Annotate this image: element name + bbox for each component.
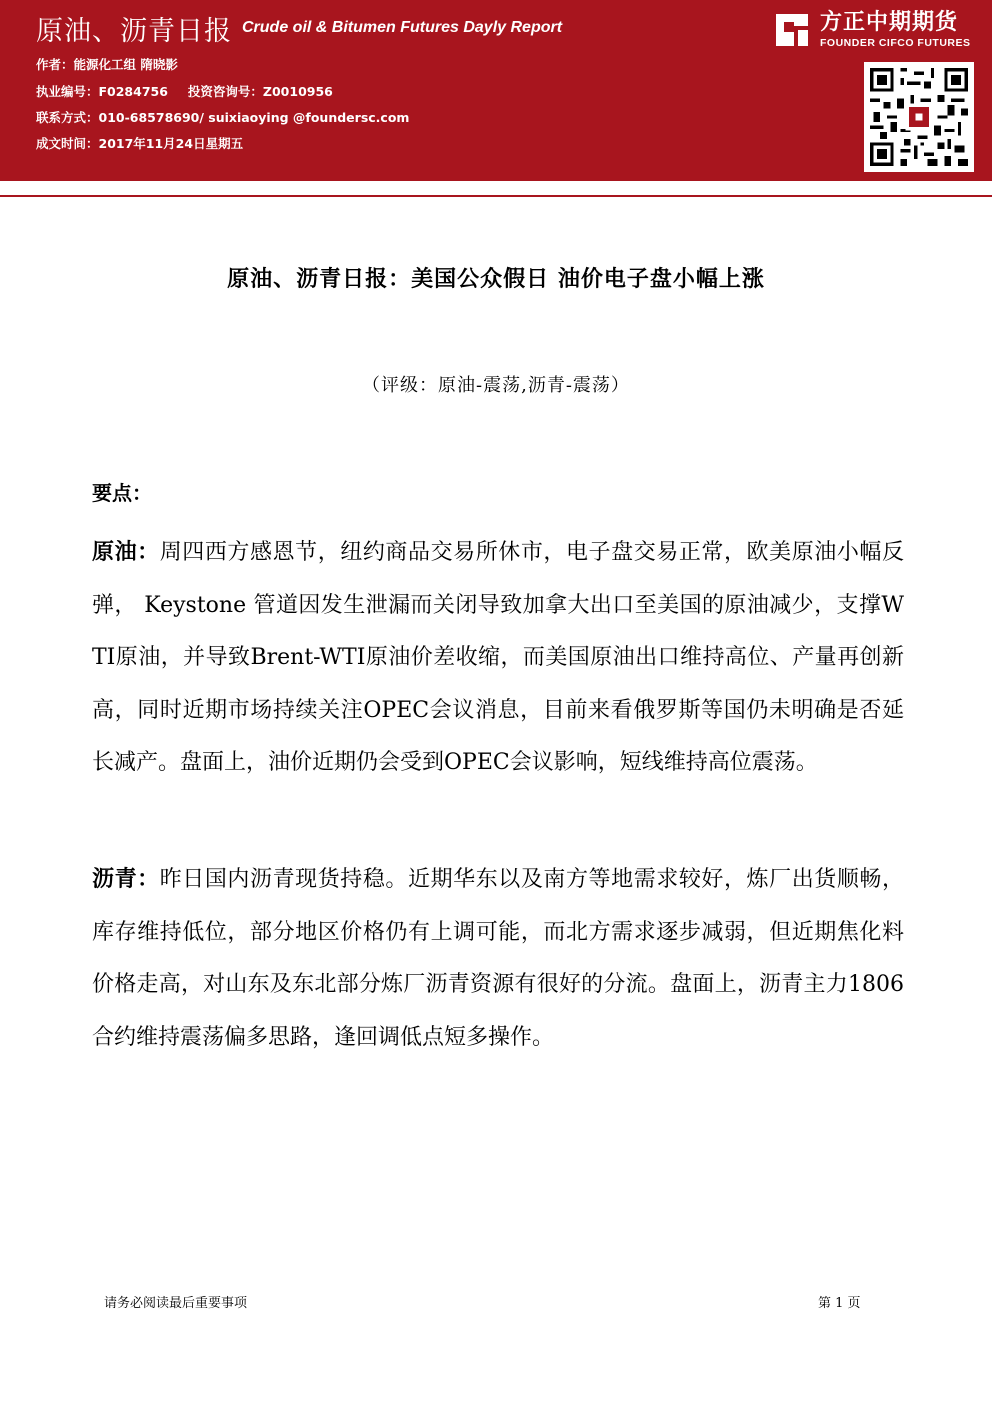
rating-line: （评级：原油-震荡,沥青-震荡） — [362, 375, 630, 396]
founder-logo-icon — [772, 10, 812, 50]
section-lead: 原油： — [92, 540, 160, 565]
date-line: 成文时间：2017年11月24日星期五 — [36, 136, 244, 151]
document-title: 原油、沥青日报：美国公众假日 油价电子盘小幅上涨 — [227, 267, 765, 292]
logo-name-cn: 方正中期期货 — [820, 10, 959, 35]
header-rule — [0, 181, 992, 197]
qr-code-icon — [870, 68, 968, 166]
author-line: 作者：能源化工组 隋晓影 — [36, 57, 178, 72]
report-title-bar — [36, 8, 562, 48]
section-lead: 沥青： — [92, 867, 160, 892]
bitumen-section — [92, 854, 904, 1064]
contact-line: 联系方式：010-68578690/ suixiaoying @foundersc.com — [36, 110, 410, 125]
company-logo — [772, 6, 984, 54]
qr-code[interactable] — [864, 62, 974, 172]
header-banner — [0, 0, 992, 181]
section-body: 周四西方感恩节，纽约商品交易所休市，电子盘交易正常，欧美原油小幅反弹， Keystone 管道因发生泄漏而关闭导致加拿大出口至美国的原油减少，支撑WTI原油，并导致Brent-WTI原油价差收缩，而美国原油出口维持高位、产量再创新高，同时近期市场持续关注OPEC会议消息，目前来看俄罗斯等国仍未明确是否延长减产。盘面上，油价近期仍会受到OPEC会议影响，短线维持高位震荡。 — [92, 540, 904, 775]
disclaimer-notice[interactable]: 请务必阅读最后重要事项 — [104, 1296, 248, 1311]
section-body: 昨日国内沥青现货持稳。近期华东以及南方等地需求较好，炼厂出货顺畅，库存维持低位，部分地区价格仍有上调可能，而北方需求逐步减弱，但近期焦化料价格走高，对山东及东北部分炼厂沥青资源有很好的分流。盘面上，沥青主力1806合约维持震荡偏多思路，逢回调低点短多操作。 — [92, 867, 904, 1050]
consult-number: 投资咨询号：Z0010956 — [187, 84, 333, 99]
license-number: 执业编号：F0284756 — [36, 84, 168, 99]
report-title-en: Crude oil & Bitumen Futures Dayly Report — [242, 19, 563, 36]
key-points-heading: 要点： — [92, 481, 152, 505]
page-number: 第 1 页 — [818, 1296, 861, 1311]
report-title-cn: 原油、沥青日报 — [36, 15, 232, 47]
crude-oil-section — [92, 527, 904, 790]
license-line — [36, 83, 333, 101]
logo-name-en: FOUNDER CIFCO FUTURES — [820, 37, 971, 49]
